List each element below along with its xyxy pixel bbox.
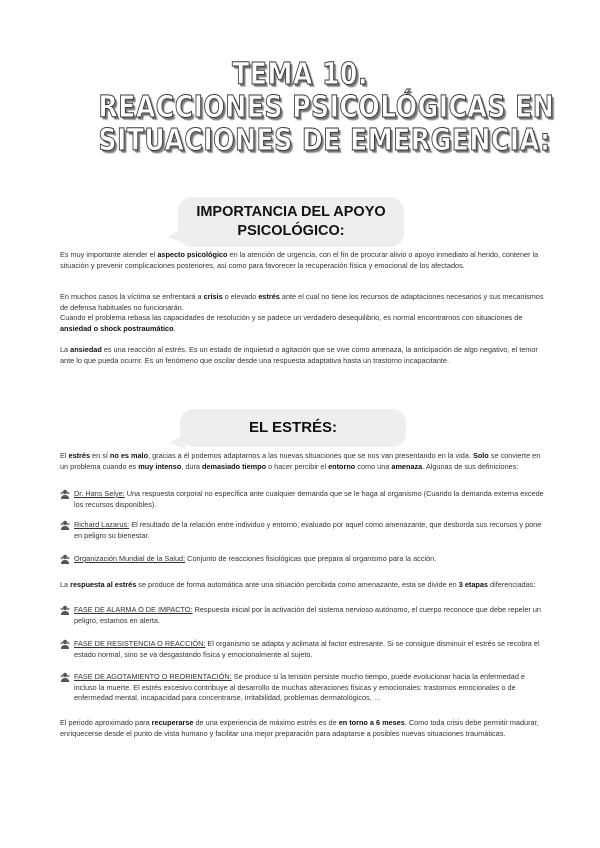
phase-label: FASE DE AGOTAMIENTO O REORIENTACIÓN:: [74, 672, 232, 681]
text: En muchos casos la víctima se enfrentará a: [60, 292, 204, 301]
text: Conjunto de reacciones fisiológicas que prepara al organismo para la acción.: [185, 554, 437, 563]
definition-item: [60, 520, 544, 541]
bold-text: no es malo: [109, 451, 149, 460]
bold-text: 3 etapas: [458, 580, 488, 589]
text: como una: [355, 461, 392, 471]
text: diferenciadas:: [487, 580, 536, 589]
bubble-tail: [168, 227, 184, 243]
phase-item: [60, 605, 544, 626]
text: se convierte en un problema cuando es: [60, 451, 541, 471]
text: es una reacción al estrés. Es un estado de inquietud o agitación que se vive como amenaza, la anticipación de algo negativo, el temor ante lo que pueda ocurrir. Es un fenómeno que oscilar desde una respuesta adaptativa hasta un trastorno incapacitante.: [60, 345, 538, 365]
text: , dura: [181, 461, 202, 471]
bold-text: Solo: [472, 451, 489, 460]
person-icon: [60, 639, 70, 650]
text: .: [173, 323, 176, 333]
text: en sí: [90, 451, 110, 460]
definition-item: [60, 489, 544, 510]
bold-text: ansiedad o shock postraumático: [60, 323, 174, 333]
phase-text: [74, 605, 544, 626]
definition-text: [74, 520, 544, 541]
text: , gracias a él podemos adaptarnos a las nuevas situaciones que se nos van presentando en la vida.: [148, 451, 473, 460]
phase-item: [60, 672, 544, 704]
text: La: [60, 345, 71, 354]
definition-label: Organización Mundial de la Salud:: [74, 554, 186, 563]
title-line-3: SITUACIONES DE EMERGENCIA:: [98, 123, 551, 158]
text: El resultado de la relación entre individuo y entorno, evaluado por aquel como amenazante, que desborda sus recursos y pone en peligro su bienestar.: [74, 520, 542, 540]
definition-item: [60, 554, 544, 565]
text: . Como toda crisis debe permitir madurar, enriquecerse desde el punto de vista humano y facilitar una mejor preparación para adaptarse a posibles nuevas situaciones traumáticas.: [60, 718, 539, 738]
text: Es muy importante atender el: [60, 250, 158, 259]
bold-text: estrés: [68, 451, 91, 460]
bold-text: aspecto psicológico: [157, 250, 228, 259]
bold-text: ansiedad: [70, 345, 102, 354]
bold-text: entorno: [328, 461, 356, 471]
bold-text: demasiado tiempo: [201, 461, 267, 471]
person-icon: [60, 672, 70, 683]
paragraph-respuesta-estres: [60, 580, 544, 591]
text: El periodo aproximado para: [60, 718, 152, 727]
bold-text: recuperarse: [151, 718, 194, 727]
definition-label: Richard Lazarus:: [74, 520, 130, 529]
person-icon: [60, 520, 70, 531]
person-icon: [60, 554, 70, 565]
paragraph-ansiedad: [60, 345, 544, 366]
text: Cuando el problema rebasa las capacidades de resolución y se padece un verdadero desequilibrio, es normal encontrarnos con situaciones de: [60, 313, 523, 323]
paragraph-aspecto-psicologico: [60, 250, 544, 271]
bold-text: estrés: [258, 292, 280, 301]
text: en la atención de urgencia, con el fin de procurar alivio o apoyo inmediato al herido, contener la situación y prevenir complicaciones posteriores, así como para favorecer la recuperación física y emocional de los afectados.: [60, 250, 539, 270]
page-title: [98, 57, 555, 158]
paragraph-estres-intro: [60, 451, 544, 472]
bold-text: amenaza: [391, 461, 423, 471]
bold-text: en torno a 6 meses: [338, 718, 405, 727]
heading-line-1: IMPORTANCIA DEL APOYO: [196, 204, 386, 220]
bold-text: muy intenso: [138, 461, 182, 471]
phase-text: [74, 639, 544, 660]
text: Respuesta inicial por la activación del sistema nervioso autónomo, el cuerpo reconoce que debe repeler un peligro, estamos en alerta.: [74, 605, 541, 625]
text: La: [60, 580, 71, 589]
phase-text: [74, 672, 544, 704]
text: de una experiencia de máximo estrés es de: [193, 718, 339, 727]
text: Se produce si la tensión persiste mucho tiempo, puede evolucionar hacia la enfermedad e incluso la muerte. El estrés excesivo contribuye al desarrollo de muchas alteraciones físicas y emocionales: trastornos emocionales o de enfermedad mental, incapacidad para concentrarse, irritabilidad, problemas dermatológicos, …: [74, 672, 525, 703]
section-heading-apoyo: [178, 197, 404, 247]
definition-text: [74, 554, 544, 565]
phase-label: FASE DE RESISTENCIA O REACCIÓN:: [74, 639, 206, 648]
heading-text: EL ESTRÉS:: [248, 419, 338, 436]
text: El organismo se adapta y aclimata al factor estresante. Si se consigue disminuir el estrés se recobra el estado normal, sino se va desgastando física y emocionalmente al sujeto.: [74, 639, 540, 659]
text: . Algunas de sus definiciones:: [422, 461, 519, 471]
phase-item: [60, 639, 544, 660]
person-icon: [60, 489, 70, 500]
bold-text: respuesta al estrés: [70, 580, 137, 589]
title-line-2: REACCIONES PSICOLÓGICAS EN: [98, 90, 555, 125]
paragraph-recuperacion: [60, 718, 544, 739]
section-heading-estres: [180, 409, 406, 447]
phase-label: FASE DE ALARMA O DE IMPACTO:: [74, 605, 193, 614]
paragraph-crisis: [60, 292, 544, 334]
person-icon: [60, 605, 70, 616]
bold-text: crisis: [203, 292, 223, 301]
text: o elevado: [222, 292, 259, 301]
text: o hacer percibir el: [266, 461, 329, 471]
definition-label: Dr. Hans Selye:: [74, 489, 125, 498]
text: se produce de forma automática ante una situación percibida como amenazante, esta se divide en: [136, 580, 459, 589]
text: ante el cual no tiene los recursos de adaptaciones necesarios y sus mecanismos de defensa habituales no funcionarán.: [60, 292, 544, 312]
definition-text: [74, 489, 544, 510]
title-line-1: TEMA 10.: [232, 57, 368, 92]
text: El: [60, 451, 69, 460]
heading-line-2: PSICOLÓGICO:: [237, 223, 345, 239]
bubble-tail: [170, 433, 186, 449]
text: Una respuesta corporal no específica ante cualquier demanda que se le haga al organismo (Cuando la demanda externa excede los recursos disponibles).: [74, 489, 544, 509]
